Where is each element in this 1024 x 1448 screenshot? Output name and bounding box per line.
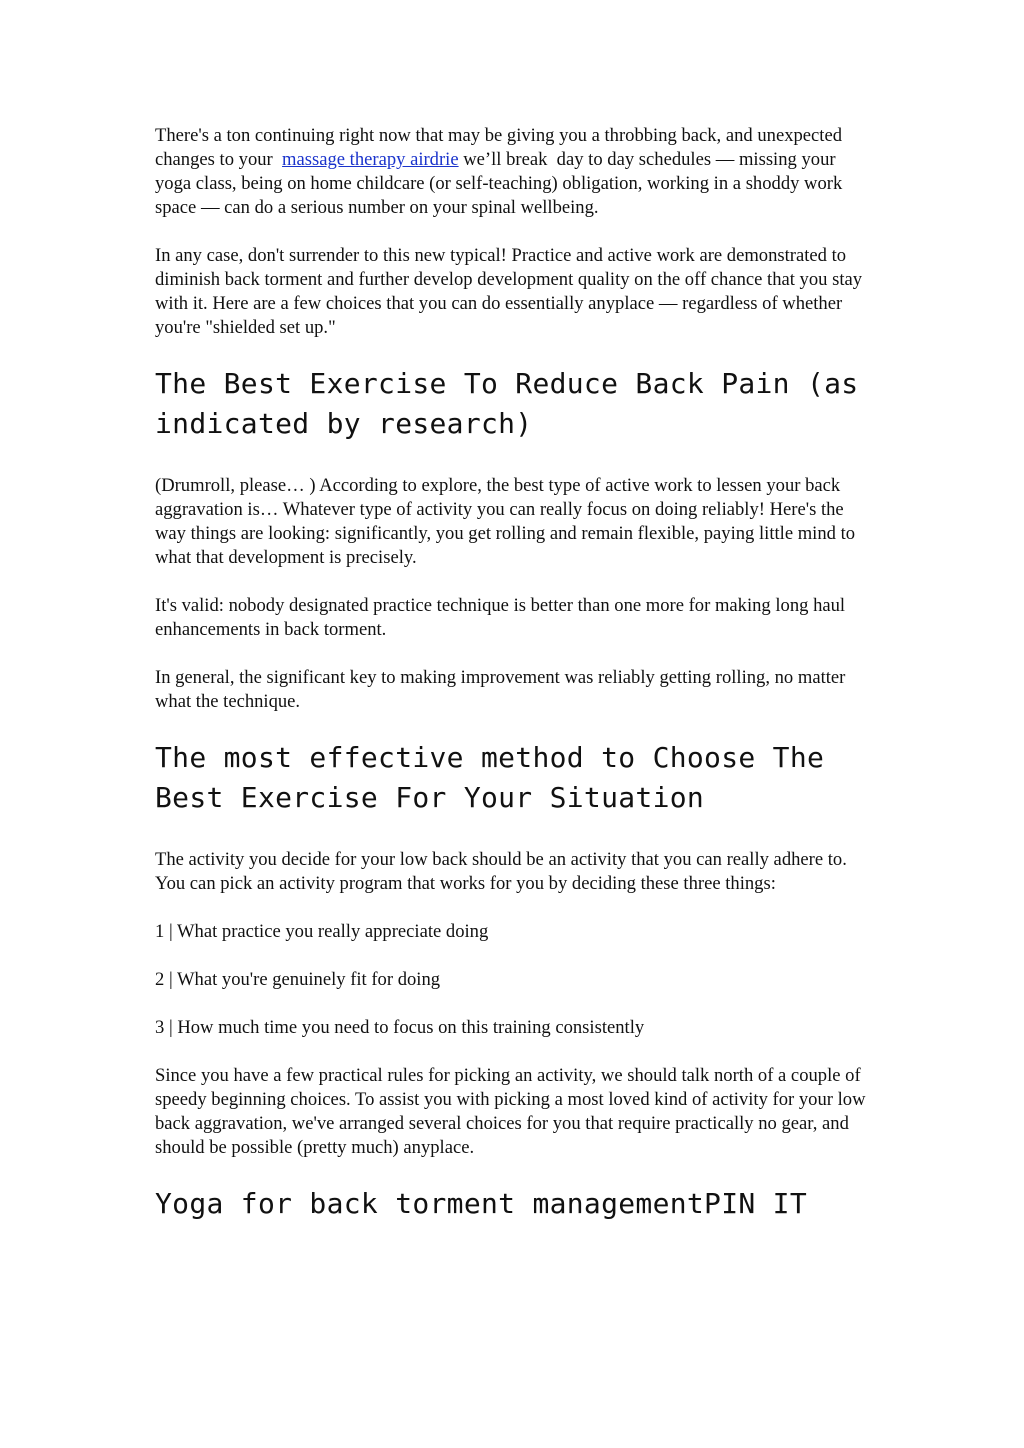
paragraph-drumroll: (Drumroll, please… ) According to explore, the best type of active work to lessen your back aggravation is… Whatever type of activity you can really focus on doing reliably! Here's the way things are looking: significantly, you get rolling and remain flexible, paying little mind to what that development is precisely. (155, 475, 856, 568)
heading-choose-exercise: The most effective method to Choose The Best Exercise For Your Situation (155, 741, 825, 814)
heading-best-exercise: The Best Exercise To Reduce Back Pain (as indicated by research) (155, 367, 859, 440)
paragraph-surrender: In any case, don't surrender to this new typical! Practice and active work are demonstrated to diminish back torment and further develop development quality on the off chance that you stay with it. Here are a few choices that you can do essentially anyplace — regardless of whether you're "shielded set up." (155, 245, 863, 338)
list-item-3: 3 | How much time you need to focus on this training consistently (155, 1017, 645, 1038)
paragraph-activity: The activity you decide for your low back should be an activity that you can really adhere to. You can pick an activity program that works for you by deciding these three things: (155, 849, 847, 894)
paragraph-general: In general, the significant key to making improvement was reliably getting rolling, no matter what the technique. (155, 667, 846, 712)
intro-paragraph (155, 124, 870, 220)
intro-text-after-link: we’ll break day to day schedules — missing your yoga class, being on home childcare (or self-teaching) obligation, working in a shoddy work space — can do a serious number on your spinal wellbeing. (155, 149, 843, 218)
heading-yoga: Yoga for back torment managementPIN IT (155, 1187, 807, 1220)
list-item-2: 2 | What you're genuinely fit for doing (155, 969, 441, 990)
massage-therapy-link[interactable]: massage therapy airdrie (282, 149, 459, 170)
list-item-1: 1 | What practice you really appreciate doing (155, 921, 489, 942)
paragraph-valid: It's valid: nobody designated practice technique is better than one more for making long haul enhancements in back torment. (155, 595, 846, 640)
paragraph-practical-rules: Since you have a few practical rules for picking an activity, we should talk north of a couple of speedy beginning choices. To assist you with picking a most loved kind of activity for your low back aggravation, we've arranged several choices for you that require practically no gear, and should be possible (pretty much) anyplace. (155, 1065, 866, 1158)
document-page (155, 124, 870, 1254)
intro-text-before-link: There's a ton continuing right now that may be giving you a throbbing back, and unexpected changes to your (155, 125, 843, 170)
